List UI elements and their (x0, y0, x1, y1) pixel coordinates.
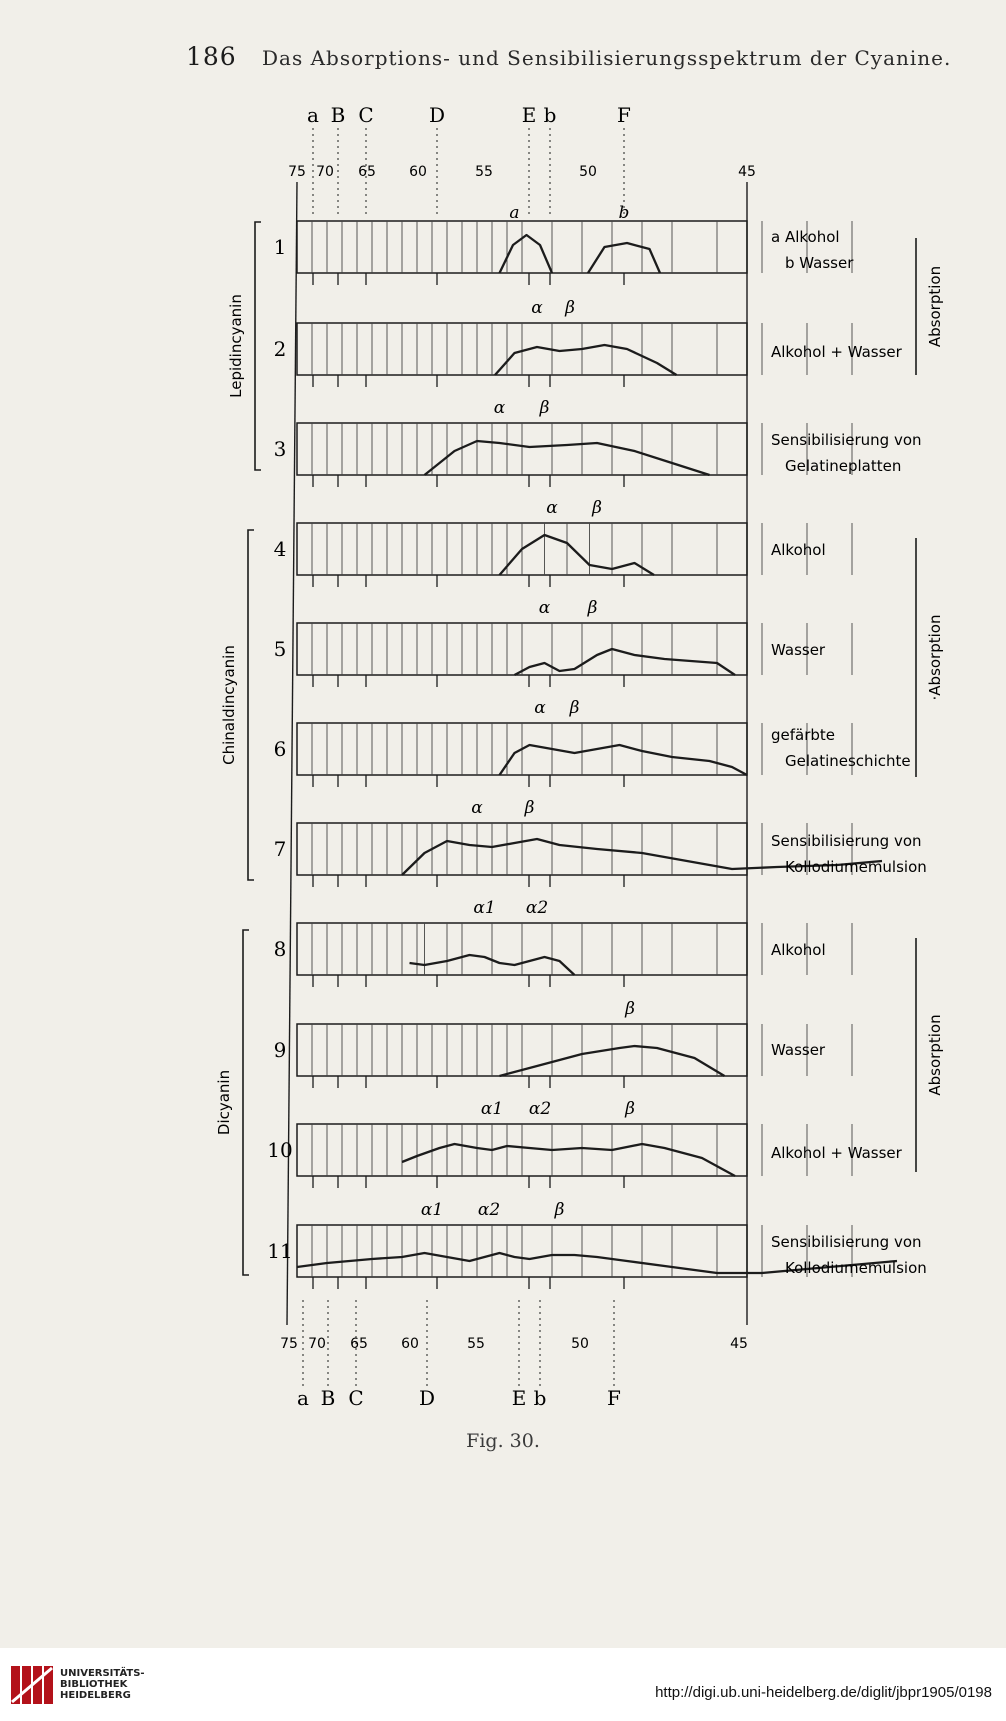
condition-label: Gelatineschichte (785, 752, 911, 770)
condition-label: Gelatineplatten (785, 457, 902, 475)
strip-number: 10 (267, 1138, 293, 1162)
peak-label: α1 (420, 1200, 444, 1220)
peak-label: α (538, 598, 551, 618)
fraunhofer-letter-top: a (307, 103, 319, 127)
peak-label: β (592, 498, 602, 518)
source-url[interactable]: http://digi.ub.uni-heidelberg.de/diglit/jbpr1905/0198 (655, 1684, 992, 1701)
condition-label: Sensibilisierung von (771, 1233, 922, 1251)
library-logo-icon (10, 1662, 54, 1708)
condition-label: Alkohol (771, 541, 826, 559)
fraunhofer-letter-bottom: D (418, 1386, 436, 1410)
peak-label: a (509, 203, 520, 223)
fraunhofer-letter-top: E (521, 103, 537, 127)
condition-label: Kollodiumemulsion (785, 858, 927, 876)
library-name (60, 1668, 145, 1701)
absorption-brace-label: ·Absorption (926, 614, 944, 701)
peak-label: α1 (473, 898, 496, 918)
scale-tick-label-top: 75 (288, 164, 306, 180)
group-name-label: Lepidincyanin (227, 294, 245, 398)
page-number: 186 (186, 42, 237, 71)
absorption-curve (402, 1144, 735, 1176)
scale-tick-label-top: 70 (316, 164, 334, 180)
scale-tick-label-top: 45 (738, 164, 756, 180)
peak-label: α (534, 698, 546, 718)
condition-label: b Wasser (785, 254, 854, 272)
absorption-curve (500, 535, 655, 575)
absorption-curve (515, 649, 736, 675)
fraunhofer-letter-top: C (358, 103, 374, 127)
scale-tick-label-bottom: 50 (571, 1336, 589, 1352)
peak-label: α (471, 798, 483, 818)
fraunhofer-letter-top: b (543, 103, 557, 127)
fraunhofer-letter-bottom: C (348, 1386, 364, 1410)
fraunhofer-letter-bottom: F (607, 1386, 621, 1410)
strip-number: 4 (273, 537, 287, 561)
scale-tick-label-top: 55 (475, 164, 493, 180)
condition-label: gefärbte (771, 726, 836, 744)
peak-label: β (524, 798, 535, 818)
scale-tick-label-bottom: 65 (350, 1336, 368, 1352)
scale-tick-label-bottom: 75 (280, 1336, 298, 1352)
peak-label: α (493, 398, 506, 418)
fraunhofer-letter-top: F (617, 103, 631, 127)
absorption-curve (425, 441, 710, 475)
peak-label: α2 (477, 1200, 501, 1220)
absorption-curve (588, 243, 660, 273)
group-bracket (243, 930, 249, 1275)
condition-label: Alkohol (771, 941, 826, 959)
scale-tick-label-top: 50 (579, 164, 597, 180)
strip-number: 8 (273, 937, 287, 961)
condition-label: Sensibilisierung von (771, 832, 922, 850)
strip-number: 11 (267, 1239, 293, 1263)
strip-number: 7 (273, 837, 287, 861)
peak-label: β (625, 1099, 635, 1119)
condition-label: Alkohol + Wasser (771, 343, 902, 361)
scale-tick-label-top: 60 (409, 164, 427, 180)
peak-label: β (569, 698, 580, 718)
library-footer (0, 1648, 1006, 1721)
running-title: Das Absorptions- und Sensibilisierungsspektrum der Cyanine. (262, 46, 952, 70)
peak-label: α2 (528, 1099, 552, 1119)
peak-label: β (539, 398, 550, 418)
peak-label: b (618, 203, 630, 223)
peak-label: β (565, 298, 575, 318)
condition-label: Kollodiumemulsion (785, 1259, 927, 1277)
strip-number: 3 (273, 437, 287, 461)
strip-number: 6 (273, 737, 287, 761)
library-line: BIBLIOTHEK (60, 1679, 128, 1690)
peak-label: β (587, 598, 598, 618)
absorption-brace-label: Absorption (926, 1014, 944, 1096)
strip-number: 1 (273, 235, 287, 259)
absorption-brace-label: Absorption (926, 265, 944, 348)
condition-label: Wasser (771, 1041, 826, 1059)
fraunhofer-letter-top: B (330, 103, 346, 127)
group-bracket (255, 222, 261, 470)
strip-number: 5 (273, 637, 287, 661)
peak-label: α (546, 498, 558, 518)
scale-tick-label-bottom: 70 (308, 1336, 326, 1352)
scale-tick-label-top: 65 (358, 164, 376, 180)
group-bracket (248, 530, 254, 880)
strip-number: 9 (273, 1038, 287, 1062)
scale-tick-label-bottom: 55 (467, 1336, 485, 1352)
scale-tick-label-bottom: 45 (730, 1336, 748, 1352)
fraunhofer-letter-bottom: B (320, 1386, 336, 1410)
strip-number: 2 (273, 337, 287, 361)
library-line: HEIDELBERG (60, 1690, 131, 1701)
fraunhofer-letter-bottom: b (533, 1386, 547, 1410)
peak-label: β (554, 1200, 565, 1220)
condition-label: a Alkohol (771, 228, 840, 246)
absorption-curve (500, 745, 748, 775)
library-line: UNIVERSITÄTS- (60, 1668, 145, 1679)
figure-caption: Fig. 30. (466, 1430, 540, 1452)
group-name-label: Dicyanin (215, 1069, 233, 1136)
fraunhofer-letter-top: D (428, 103, 446, 127)
condition-label: Wasser (771, 641, 826, 659)
fraunhofer-letter-bottom: a (297, 1386, 309, 1410)
condition-label: Alkohol + Wasser (771, 1144, 902, 1162)
scale-tick-label-bottom: 60 (401, 1336, 419, 1352)
fraunhofer-letter-bottom: E (511, 1386, 527, 1410)
condition-label: Sensibilisierung von (771, 431, 922, 449)
peak-label: α1 (480, 1099, 504, 1119)
peak-label: β (625, 999, 635, 1019)
peak-label: α2 (525, 898, 549, 918)
peak-label: α (531, 298, 543, 318)
group-name-label: Chinaldincyanin (220, 645, 238, 765)
